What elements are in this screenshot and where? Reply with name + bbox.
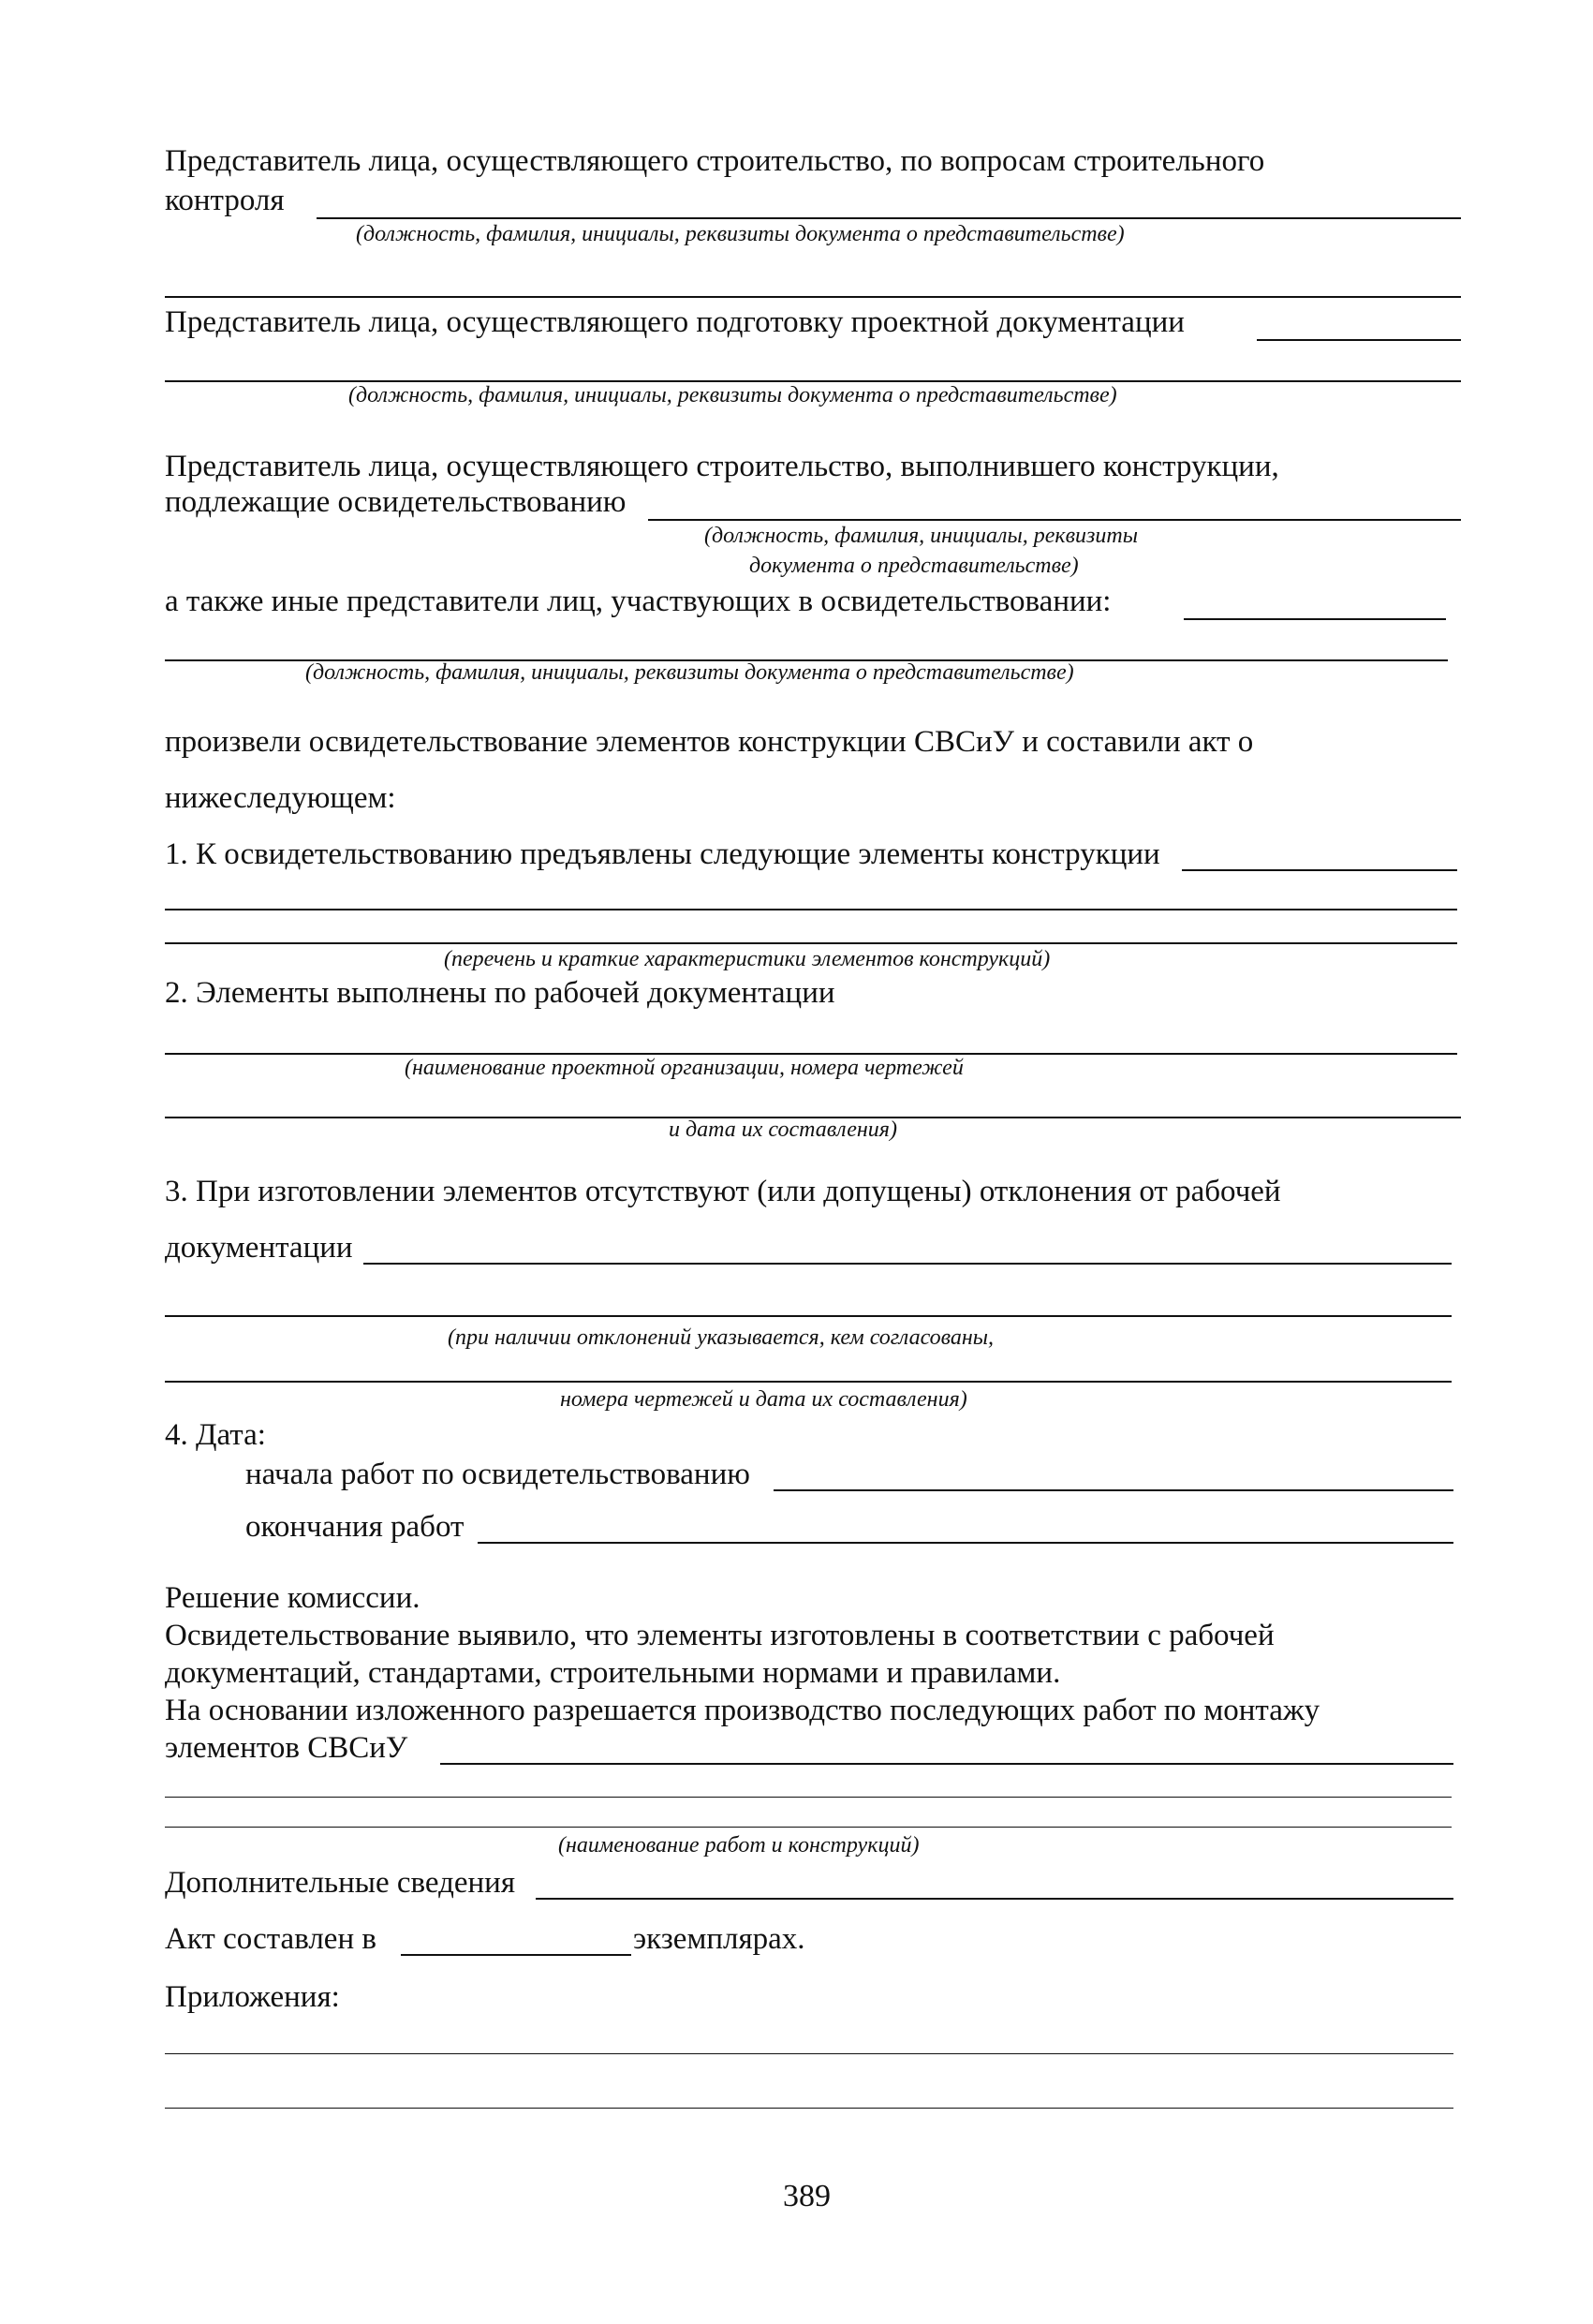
decision-fill-line-2[interactable] — [165, 1797, 1452, 1798]
item3-fill-line-3[interactable] — [165, 1381, 1452, 1383]
item3-caption1: (при наличии отклонений указывается, кем согласованы, — [448, 1325, 995, 1350]
item1-fill-line-2[interactable] — [165, 909, 1457, 910]
decision-line3: На основании изложенного разрешается производство последующих работ по монтажу — [165, 1694, 1320, 1727]
decision-caption: (наименование работ и конструкций) — [558, 1833, 920, 1858]
copies-prefix: Акт составлен в — [165, 1922, 376, 1956]
section3-line1: Представитель лица, осуществляющего строительство, выполнившего конструкции, — [165, 450, 1279, 483]
item1-caption: (перечень и краткие характеристики элементов конструкций) — [444, 947, 1051, 971]
item2-text: 2. Элементы выполнены по рабочей документации — [165, 976, 835, 1010]
section2-line1: Представитель лица, осуществляющего подготовку проектной документации — [165, 305, 1185, 339]
intro-line1: произвели освидетельствование элементов конструкции СВСиУ и составили акт о — [165, 725, 1254, 759]
section3-line2: подлежащие освидетельствованию — [165, 485, 627, 519]
section4-caption: (должность, фамилия, инициалы, реквизиты документа о представительстве) — [305, 660, 1074, 685]
section2-fill-line[interactable] — [1257, 339, 1461, 341]
copies-suffix: экземплярах. — [633, 1922, 805, 1956]
section4-line1: а также иные представители лиц, участвующих в освидетельствовании: — [165, 585, 1112, 618]
item3-line2: документации — [165, 1231, 353, 1265]
item3-line1: 3. При изготовлении элементов отсутствуют (или допущены) отклонения от рабочей — [165, 1175, 1281, 1208]
section3-fill-line[interactable] — [648, 519, 1461, 521]
section1-line2: контроля — [165, 184, 285, 217]
attachments-fill-line[interactable] — [165, 2053, 1453, 2054]
item3-fill-line[interactable] — [363, 1263, 1452, 1265]
attachments-label: Приложения: — [165, 1980, 340, 2014]
additional-fill-line[interactable] — [536, 1898, 1453, 1900]
decision-line4: элементов СВСиУ — [165, 1731, 408, 1765]
item2-caption1: (наименование проектной организации, номера чертежей — [405, 1056, 964, 1080]
section2-caption: (должность, фамилия, инициалы, реквизиты документа о представительстве) — [348, 383, 1117, 407]
decision-fill-line-3[interactable] — [165, 1827, 1452, 1828]
page-number: 389 — [783, 2179, 831, 2213]
section1-fill-line-2[interactable] — [165, 296, 1461, 298]
item4-end: окончания работ — [245, 1510, 465, 1544]
item1-fill-line-3[interactable] — [165, 942, 1457, 944]
section3-caption2: документа о представительстве) — [749, 554, 1079, 578]
item4-end-fill-line[interactable] — [478, 1542, 1453, 1544]
section1-caption: (должность, фамилия, инициалы, реквизиты документа о представительстве) — [356, 222, 1125, 246]
item2-fill-line[interactable] — [165, 1053, 1457, 1055]
item3-fill-line-2[interactable] — [165, 1315, 1452, 1317]
item4-title: 4. Дата: — [165, 1418, 266, 1452]
section4-fill-line[interactable] — [1184, 618, 1446, 620]
item4-start: начала работ по освидетельствованию — [245, 1458, 750, 1491]
item4-start-fill-line[interactable] — [774, 1489, 1453, 1491]
item3-caption2: номера чертежей и дата их составления) — [560, 1387, 967, 1412]
section1-line1: Представитель лица, осуществляющего строительство, по вопросам строительного — [165, 144, 1265, 178]
intro-line2: нижеследующем: — [165, 781, 396, 815]
decision-fill-line[interactable] — [440, 1763, 1453, 1765]
section1-fill-line[interactable] — [317, 217, 1461, 219]
item2-caption2: и дата их составления) — [669, 1118, 897, 1142]
section3-caption1: (должность, фамилия, инициалы, реквизиты — [704, 524, 1138, 548]
additional-label: Дополнительные сведения — [165, 1866, 516, 1900]
section2-fill-line-2[interactable] — [165, 380, 1461, 382]
attachments-fill-line-2[interactable] — [165, 2108, 1453, 2109]
decision-line2: документаций, стандартами, строительными нормами и правилами. — [165, 1656, 1061, 1690]
decision-line1: Освидетельствование выявило, что элементы изготовлены в соответствии с рабочей — [165, 1619, 1275, 1652]
decision-title: Решение комиссии. — [165, 1581, 420, 1615]
copies-fill-line[interactable] — [401, 1954, 631, 1956]
item1-fill-line[interactable] — [1182, 869, 1457, 871]
item1-text: 1. К освидетельствованию предъявлены следующие элементы конструкции — [165, 837, 1160, 871]
